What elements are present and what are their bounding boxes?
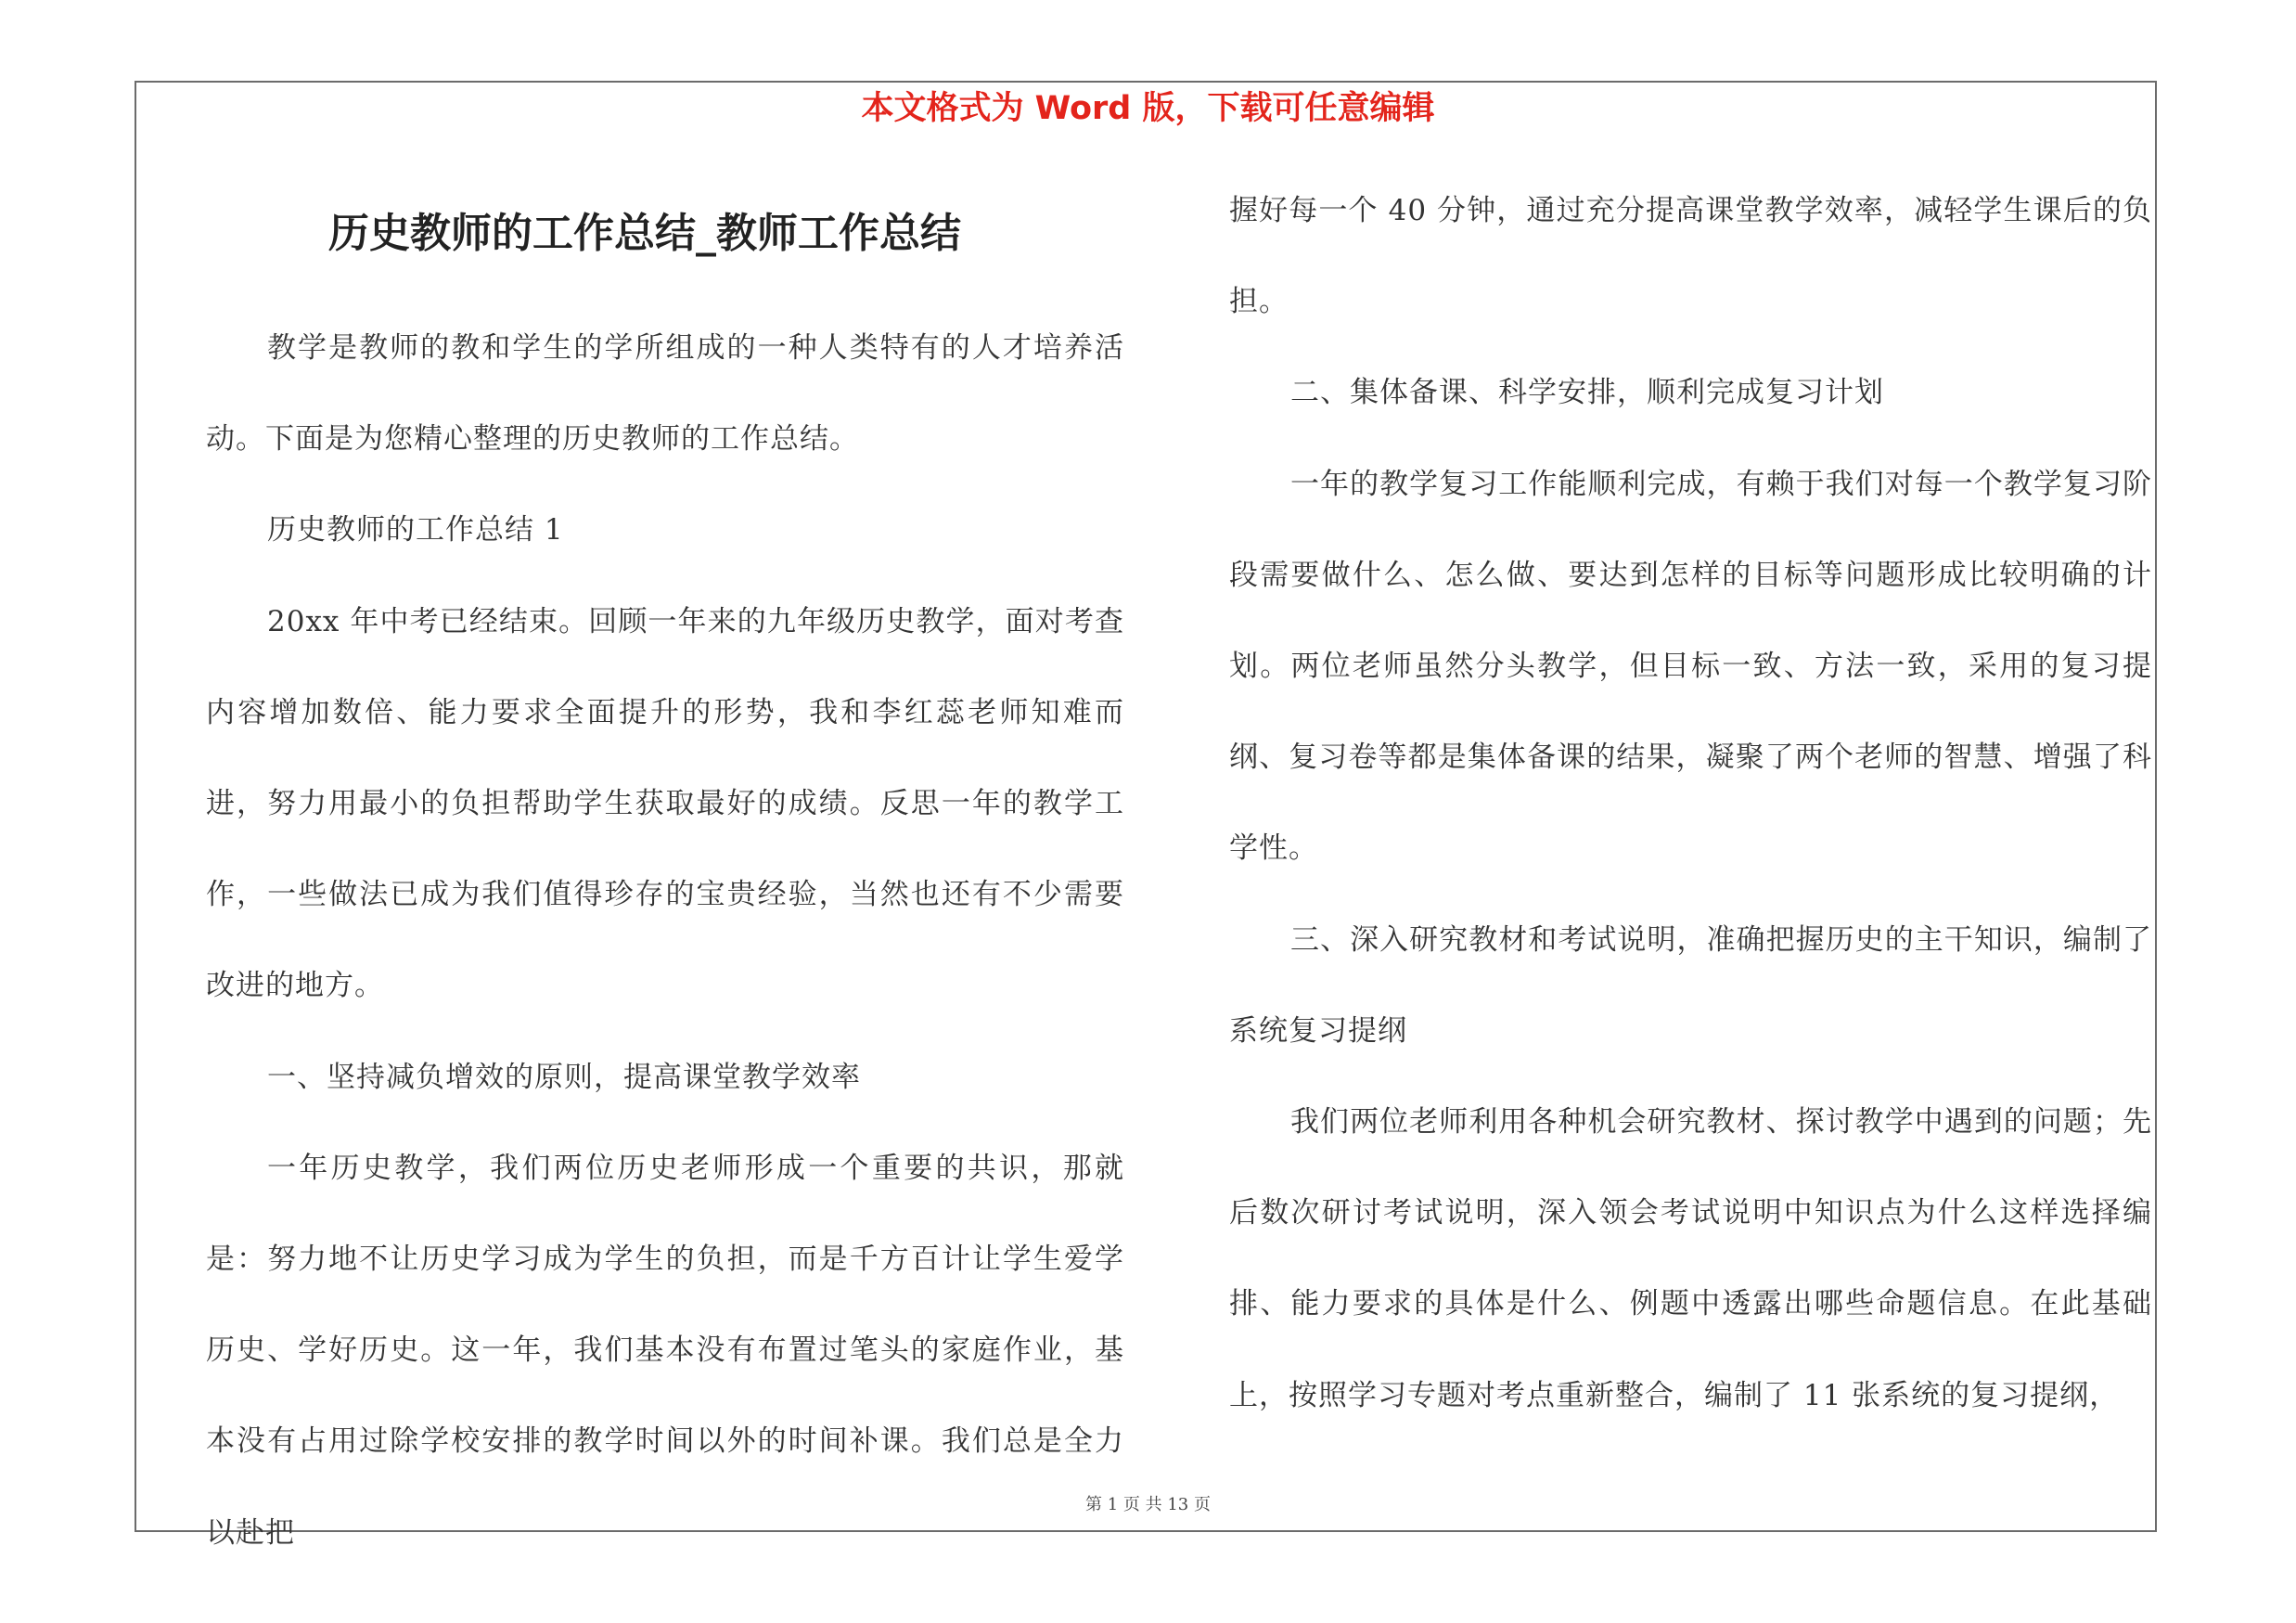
section-heading-2: 二、集体备课、科学安排，顺利完成复习计划: [1290, 376, 1884, 410]
body-paragraph: 一年的教学复习工作能顺利完成，有赖于我们对每一个教学复习阶段需要做什么、怎么做、要达到怎样的目标等问题形成比较明确的计划。两位老师虽然分头教学，但目标一致、方法一致，采用的复习提纲、复习卷等都是集体备课的结果，凝聚了两个老师的智慧、增强了科学性。: [1229, 467, 2152, 866]
intro-paragraph: 教学是教师的教和学生的学所组成的一种人类特有的人才培养活动。下面是为您精心整理的历史教师的工作总结。: [206, 331, 1124, 457]
section-heading-1: 一、坚持减负增效的原则，提高课堂教学效率: [267, 1060, 861, 1094]
right-column: [1229, 165, 2152, 1441]
section-heading-3: 三、深入研究教材和考试说明，准确把握历史的主干知识，编制了系统复习提纲: [1229, 922, 2152, 1048]
page-number: 第 1 页 共 13 页: [1085, 1495, 1211, 1514]
document-title: 历史教师的工作总结_教师工作总结: [328, 210, 961, 257]
body-paragraph: 20xx 年中考已经结束。回顾一年来的九年级历史教学，面对考查内容增加数倍、能力要求全面提升的形势，我和李红蕊老师知难而进，努力用最小的负担帮助学生获取最好的成绩。反思一年的教学工作，一些做法已成为我们值得珍存的宝贵经验，当然也还有不少需要改进的地方。: [206, 604, 1124, 1003]
left-column: [206, 303, 1124, 1578]
format-notice-banner: 本文格式为 Word 版，下载可任意编辑: [861, 90, 1435, 127]
body-paragraph: 我们两位老师利用各种机会研究教材、探讨教学中遇到的问题；先后数次研讨考试说明，深入领会考试说明中知识点为什么这样选择编排、能力要求的具体是什么、例题中透露出哪些命题信息。在此基础上，按照学习专题对考点重新整合，编制了 11 张系统的复习提纲，: [1229, 1105, 2152, 1412]
body-paragraph-continued: 握好每一个 40 分钟，通过充分提高课堂教学效率，减轻学生课后的负担。: [1229, 194, 2152, 319]
body-paragraph: 一年历史教学，我们两位历史老师形成一个重要的共识，那就是：努力地不让历史学习成为学生的负担，而是千方百计让学生爱学历史、学好历史。这一年，我们基本没有布置过笔头的家庭作业，基本没有占用过除学校安排的教学时间以外的时间补课。我们总是全力以赴把: [206, 1151, 1124, 1550]
section-heading-summary-1: 历史教师的工作总结 1: [267, 513, 564, 547]
